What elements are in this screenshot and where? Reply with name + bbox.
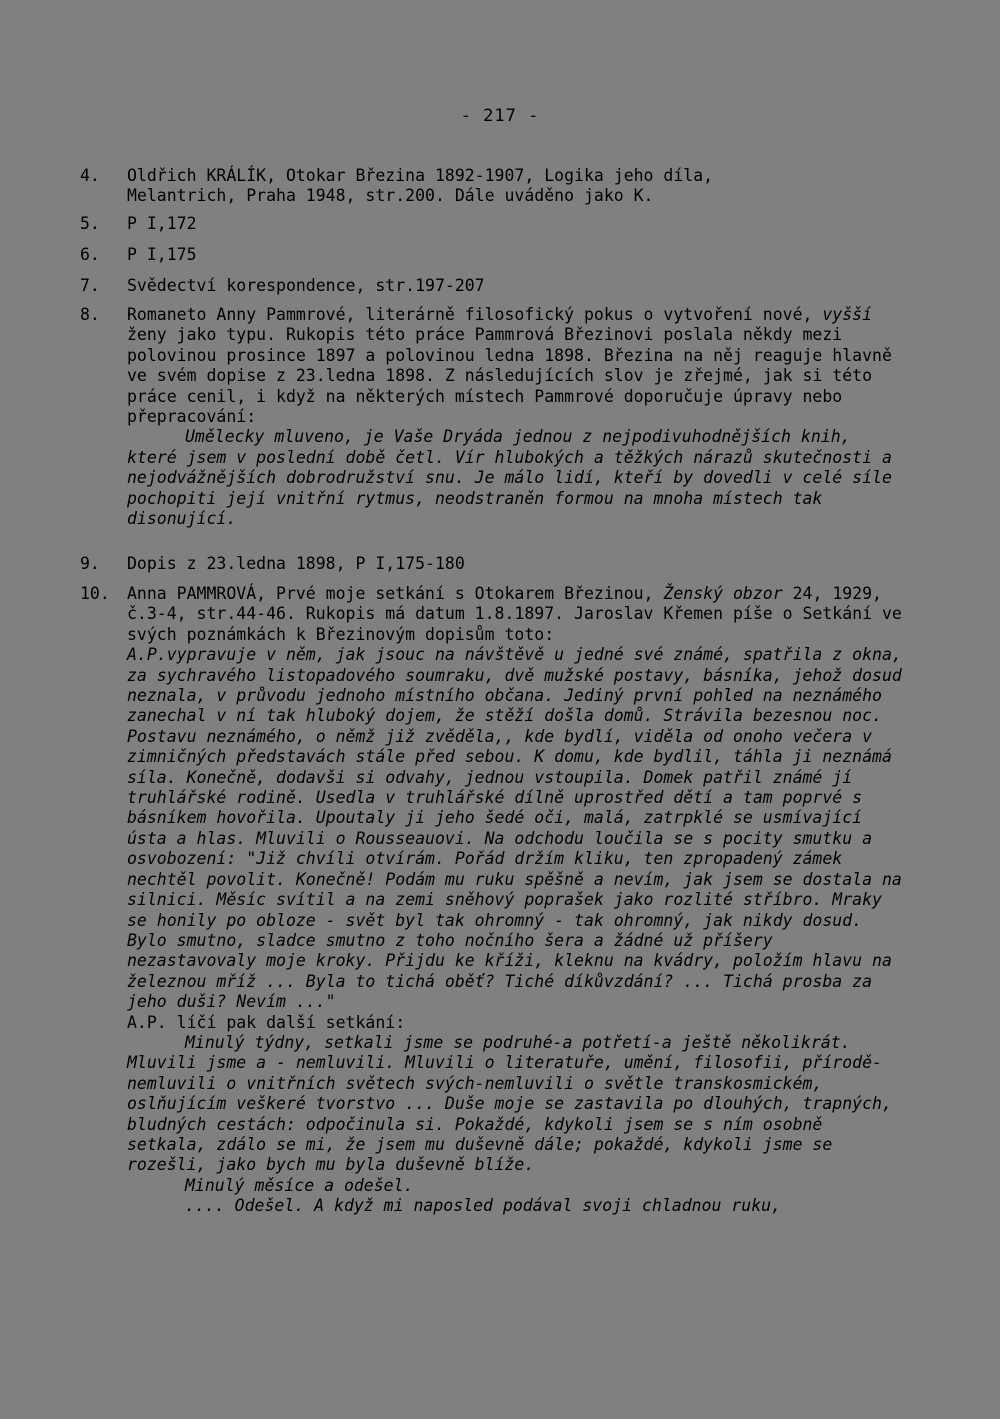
footnote-line: P I,175	[127, 245, 197, 264]
footnote-text-italic: Ženský obzor	[663, 584, 783, 603]
footnote-text-part: 24, 1929, č.3-4, str.44-46. Rukopis má datum 1.8.1897. Jaroslav Křemen píše o Setkání ve svých poznámkách k Březinovým dopisům toto:	[127, 584, 902, 644]
footnote-6	[80, 245, 910, 265]
footnote-line: Svědectví korespondence, str.197-207	[127, 276, 485, 295]
page-number: - 217 -	[460, 106, 540, 126]
footnote-number: 8.	[80, 305, 100, 324]
quotation: Minulý týdny, setkali jsme se podruhé-a potřetí-a ještě několikrát. Mluvili jsme a - nemluvili. Mluvili o literatuře, umění, filosofii, přírodě-nemluvili o vnitřních světech svých-nemluvili o světle transkosmickém, oslňujícím veškeré tvorstvo ... Duše moje se zastavila po dlouhých, trapných, bludných cestách: odpočinula si. Pokaždé, kdykoli jsem se s ním osobně setkala, zdálo se mi, že jsem mu duševně dále; pokaždé, kdykoli jsme se rozešli, jako bych mu byla duševně blíže.	[127, 1032, 892, 1175]
footnote-7	[80, 276, 910, 296]
footnote-4	[80, 166, 910, 207]
footnote-text-part: Romaneto Anny Pammrové, literárně filosofický pokus o vytvoření nové,	[127, 305, 823, 324]
footnote-number: 5.	[80, 214, 100, 233]
footnote-text	[127, 305, 910, 427]
footnote-text	[127, 584, 910, 645]
quotation: Umělecky mluveno, je Vaše Dryáda jednou z nejpodivuhodnějších knih, které jsem v poslední době četl. Vír hlubokých a těžkých nárazů skutečnosti a nejodvážnějších dobrodružství snu. Je málo lidí, kteří by dovedli v celé síle pochopiti její vnitřní rytmus, neodstraněn formou na mnoha místech tak disonující.	[127, 427, 892, 529]
quotation: .... Odešel. A když mi naposled podával svoji chladnou ruku,	[185, 1196, 782, 1216]
footnote-text-part: Anna PAMMROVÁ, Prvé moje setkání s Otokarem Březinou,	[127, 584, 664, 603]
footnote-line: P I,172	[127, 214, 197, 233]
footnote-number: 6.	[80, 245, 100, 264]
footnote-number: 4.	[80, 166, 100, 185]
footnote-line: Dopis z 23.ledna 1898, P I,175-180	[127, 554, 465, 573]
footnote-number: 9.	[80, 554, 100, 573]
footnote-9	[80, 554, 910, 574]
footnote-line: Oldřich KRÁLÍK, Otokar Březina 1892-1907, Logika jeho díla,	[127, 166, 714, 185]
footnote-text-part: ženy jako typu. Rukopis této práce Pammrová Březinovi poslala někdy mezi polovinou prosince 1897 a polovinou ledna 1898. Březina na něj reaguje hlavně ve svém dopise z 23.ledna 1898. Z následujících slov je zřejmé, jak si této práce cenil, i když na některých místech Pammrové doporučuje úpravy nebo přepracování:	[127, 325, 892, 427]
quotation: Minulý měsíce a odešel.	[185, 1175, 414, 1195]
footnote-text: A.P. líčí pak další setkání:	[127, 1012, 406, 1032]
quotation: A.P.vypravuje v něm, jak jsouc na návštěvě u jedné své známé, spatřila z okna, za sychravého listopadového soumraku, dvě mužské postavy, básníka, jehož dosud neznala, v průvodu jednoho místního občana. Jediný první pohled na neznámého zanechal v ní tak hluboký dojem, že stěží došla domů. Strávila bezesnou noc. Postavu neznámého, o němž již zvěděla,, kde bydlí, viděla od onoho večera v zimničných představách stále před sebou. K domu, kde bydlil, táhla ji neznámá síla. Konečně, dodavši si odvahy, jednou vstoupila. Domek patřil známé jí truhlářské rodině. Usedla v truhlářské dílně uprostřed dětí a tam poprvé s básníkem hovořila. Upoutaly ji jeho šedé oči, malá, zatrpklé se usmívající ústa a hlas. Mluvili o Rousseauovi. Na odchodu loučila se s pocity smutku a osvobození: "Již chvíli otvírám. Pořád držím kliku, ten zpropadený zámek nechtěl povolit. Konečně! Podám mu ruku spěšně a nevím, jak jsem se dostala na silnici. Měsíc svítil a na zemi sněhový poprašek jako rozlité stříbro. Mraky se honily po obloze - svět byl tak ohromný - tak ohromný, jak nikdy dosud. Bylo smutno, sladce smutno z toho nočního šera a žádné už příšery nezastavovaly moje kroky. Přijdu ke kříži, kleknu na kvádry, položím hlavu na železnou mříž ... Byla to tichá oběť? Tiché díkůvzdání? ... Tichá prosba za jeho duši? Nevím ..."	[127, 645, 902, 1012]
footnote-8	[80, 305, 910, 529]
footnote-10	[80, 584, 910, 1217]
footnote-text-italic: vyšší	[822, 305, 873, 324]
footnote-number: 10.	[80, 584, 110, 603]
footnote-number: 7.	[80, 276, 100, 295]
footnote-5	[80, 214, 910, 234]
footnote-line: Melantrich, Praha 1948, str.200. Dále uváděno jako K.	[127, 186, 654, 206]
